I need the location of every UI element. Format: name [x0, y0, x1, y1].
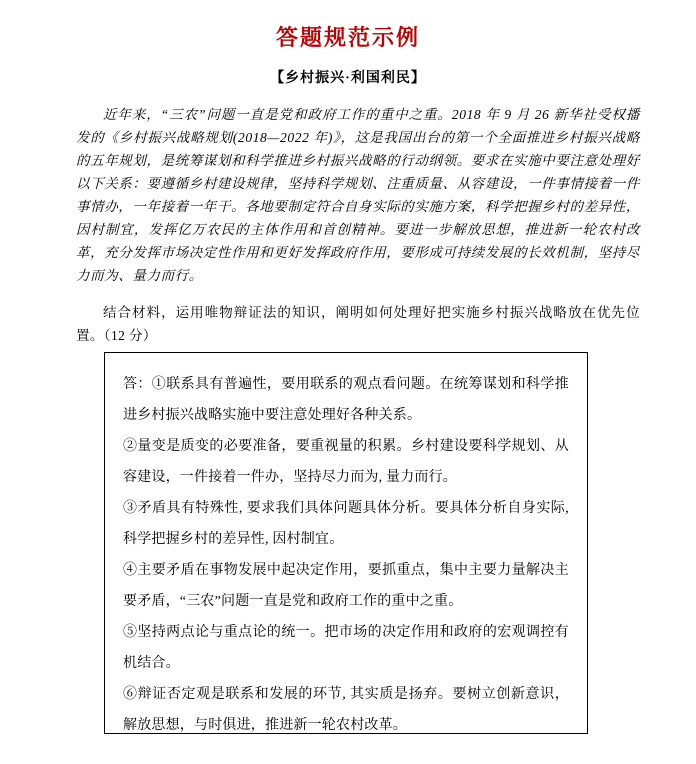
- answer-paragraph-6: ⑥辩证否定观是联系和发展的环节, 其实质是扬弃。要树立创新意识，解放思想，与时俱进，推进新一轮农村改革。: [123, 687, 569, 733]
- question-prompt: 结合材料，运用唯物辩证法的知识，阐明如何处理好把实施乡村振兴战略放在优先位置。（12 分）: [76, 304, 640, 343]
- material-paragraph: 近年来，“三农”问题一直是党和政府工作的重中之重。2018 年 9 月 26 新华社受权播发的《乡村振兴战略规划(2018—2022 年)》，这是我国出台的第一个全面推进乡村振兴战略的五年规划，是统筹谋划和科学推进乡村振兴战略的行动纲领。要求在实施中要注意处理好以下关系：要遵循乡村建设规律，坚持科学规划、注重质量、从容建设，一件事情接着一件事情办，一年接着一年干。各地要制定符合自身实际的实施方案，科学把握乡村的差异性，因村制宜，发挥亿万农民的主体作用和首创精神。要进一步解放思想，推进新一轮农村改革，充分发挥市场决定性作用和更好发挥政府作用，要形成可持续发展的长效机制，坚持尽力而为、量力而行。: [76, 106, 640, 283]
- page-subtitle: 【乡村振兴·利国利民】: [270, 70, 426, 86]
- answer-paragraph-2: ②量变是质变的必要准备，要重视量的积累。乡村建设要科学规划、从容建设，一件接着一件办，坚持尽力而为, 量力而行。: [123, 439, 569, 485]
- answer-paragraph-3: ③矛盾具有特殊性, 要求我们具体问题具体分析。要具体分析自身实际, 科学把握乡村的差异性, 因村制宜。: [123, 501, 569, 547]
- answer-box: [104, 352, 588, 734]
- answer-paragraph-1: 答：①联系具有普遍性，要用联系的观点看问题。在统筹谋划和科学推进乡村振兴战略实施中要注意处理好各种关系。: [123, 377, 569, 423]
- answer-paragraph-4: ④主要矛盾在事物发展中起决定作用，要抓重点，集中主要力量解决主要矛盾，“三农”问题一直是党和政府工作的重中之重。: [123, 563, 569, 609]
- answer-paragraph-5: ⑤坚持两点论与重点论的统一。把市场的决定作用和政府的宏观调控有机结合。: [123, 625, 569, 671]
- page-title: 答题规范示例: [275, 25, 420, 50]
